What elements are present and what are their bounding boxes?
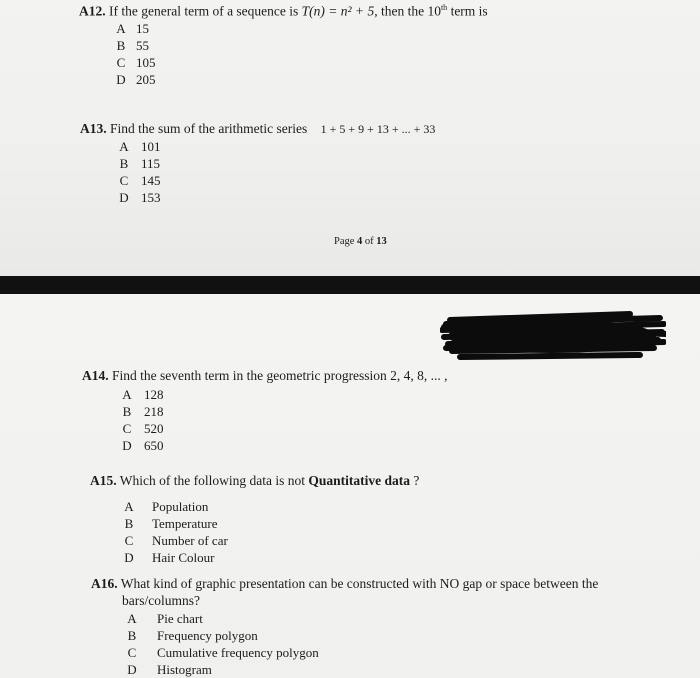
question-text: If the general term of a sequence is bbox=[109, 3, 302, 19]
redaction-scribble bbox=[440, 310, 666, 360]
question-text: term is bbox=[447, 3, 488, 19]
series-expression: 1 + 5 + 9 + 13 + ... + 33 bbox=[320, 122, 436, 136]
option-value: 115 bbox=[141, 156, 161, 171]
question-text: bars/columns? bbox=[122, 593, 200, 608]
option-letter: B bbox=[127, 628, 137, 643]
option-letter: D bbox=[124, 550, 134, 565]
option-letter: B bbox=[119, 156, 129, 171]
option-value: 55 bbox=[136, 38, 149, 53]
option-letter: D bbox=[116, 72, 126, 87]
option-value: 650 bbox=[144, 438, 164, 453]
option-value: Cumulative frequency polygon bbox=[157, 645, 319, 660]
ordinal-suffix: th bbox=[440, 3, 448, 12]
question-a15 bbox=[90, 473, 419, 489]
question-text: Find the sum of the arithmetic series bbox=[110, 121, 308, 136]
question-a16 bbox=[91, 576, 598, 592]
option-value: 218 bbox=[144, 404, 164, 419]
question-number: A14. bbox=[82, 368, 109, 383]
option-letter: C bbox=[116, 55, 126, 70]
footer-middle: of bbox=[362, 236, 377, 247]
question-number: A12. bbox=[79, 3, 106, 19]
footer-total-pages: 13 bbox=[376, 236, 387, 247]
option-letter: A bbox=[116, 21, 126, 36]
question-a14 bbox=[82, 368, 448, 384]
option-letter: D bbox=[127, 662, 137, 677]
option-value: 101 bbox=[141, 139, 161, 154]
formula: T(n) = n² + 5 bbox=[301, 3, 375, 19]
page-gap bbox=[0, 276, 700, 294]
question-number: A13. bbox=[80, 121, 107, 136]
option-letter: C bbox=[124, 533, 134, 548]
question-number: A15. bbox=[90, 473, 117, 488]
option-letter: C bbox=[127, 645, 137, 660]
option-letter: A bbox=[122, 387, 132, 402]
question-emphasis: Quantitative data bbox=[308, 473, 410, 488]
option-letter: A bbox=[124, 499, 134, 514]
option-value: 153 bbox=[141, 190, 161, 205]
page-4-sheet bbox=[0, 0, 700, 276]
question-a13 bbox=[80, 121, 435, 137]
option-letter: D bbox=[122, 438, 132, 453]
question-a12 bbox=[79, 3, 488, 20]
option-value: Population bbox=[152, 499, 209, 514]
question-a16-continued bbox=[122, 593, 200, 609]
option-letter: C bbox=[119, 173, 129, 188]
footer-prefix: Page bbox=[334, 236, 358, 247]
option-value: Histogram bbox=[157, 662, 212, 677]
page-footer bbox=[334, 236, 387, 247]
question-text: Find the seventh term in the geometric progression 2, 4, 8, ... , bbox=[112, 368, 448, 383]
option-letter: A bbox=[127, 611, 137, 626]
question-text: What kind of graphic presentation can be constructed with NO gap or space between the bbox=[120, 576, 599, 591]
option-letter: B bbox=[124, 516, 134, 531]
option-value: Number of car bbox=[152, 533, 228, 548]
option-letter: B bbox=[122, 404, 132, 419]
option-value: Pie chart bbox=[157, 611, 203, 626]
option-value: 205 bbox=[136, 72, 156, 87]
option-letter: A bbox=[119, 139, 129, 154]
option-value: 15 bbox=[136, 21, 149, 36]
question-text: ? bbox=[410, 473, 420, 488]
question-text: , then the 10 bbox=[374, 3, 441, 19]
option-letter: D bbox=[119, 190, 129, 205]
option-value: 520 bbox=[144, 421, 164, 436]
option-letter: B bbox=[116, 38, 126, 53]
option-value: 128 bbox=[144, 387, 164, 402]
option-value: Temperature bbox=[152, 516, 218, 531]
option-value: Hair Colour bbox=[152, 550, 215, 565]
option-value: 145 bbox=[141, 173, 161, 188]
footer-current-page: 4 bbox=[357, 236, 363, 247]
option-letter: C bbox=[122, 421, 132, 436]
question-text: Which of the following data is not bbox=[119, 473, 309, 488]
option-value: Frequency polygon bbox=[157, 628, 258, 643]
option-value: 105 bbox=[136, 55, 156, 70]
question-number: A16. bbox=[91, 576, 118, 591]
